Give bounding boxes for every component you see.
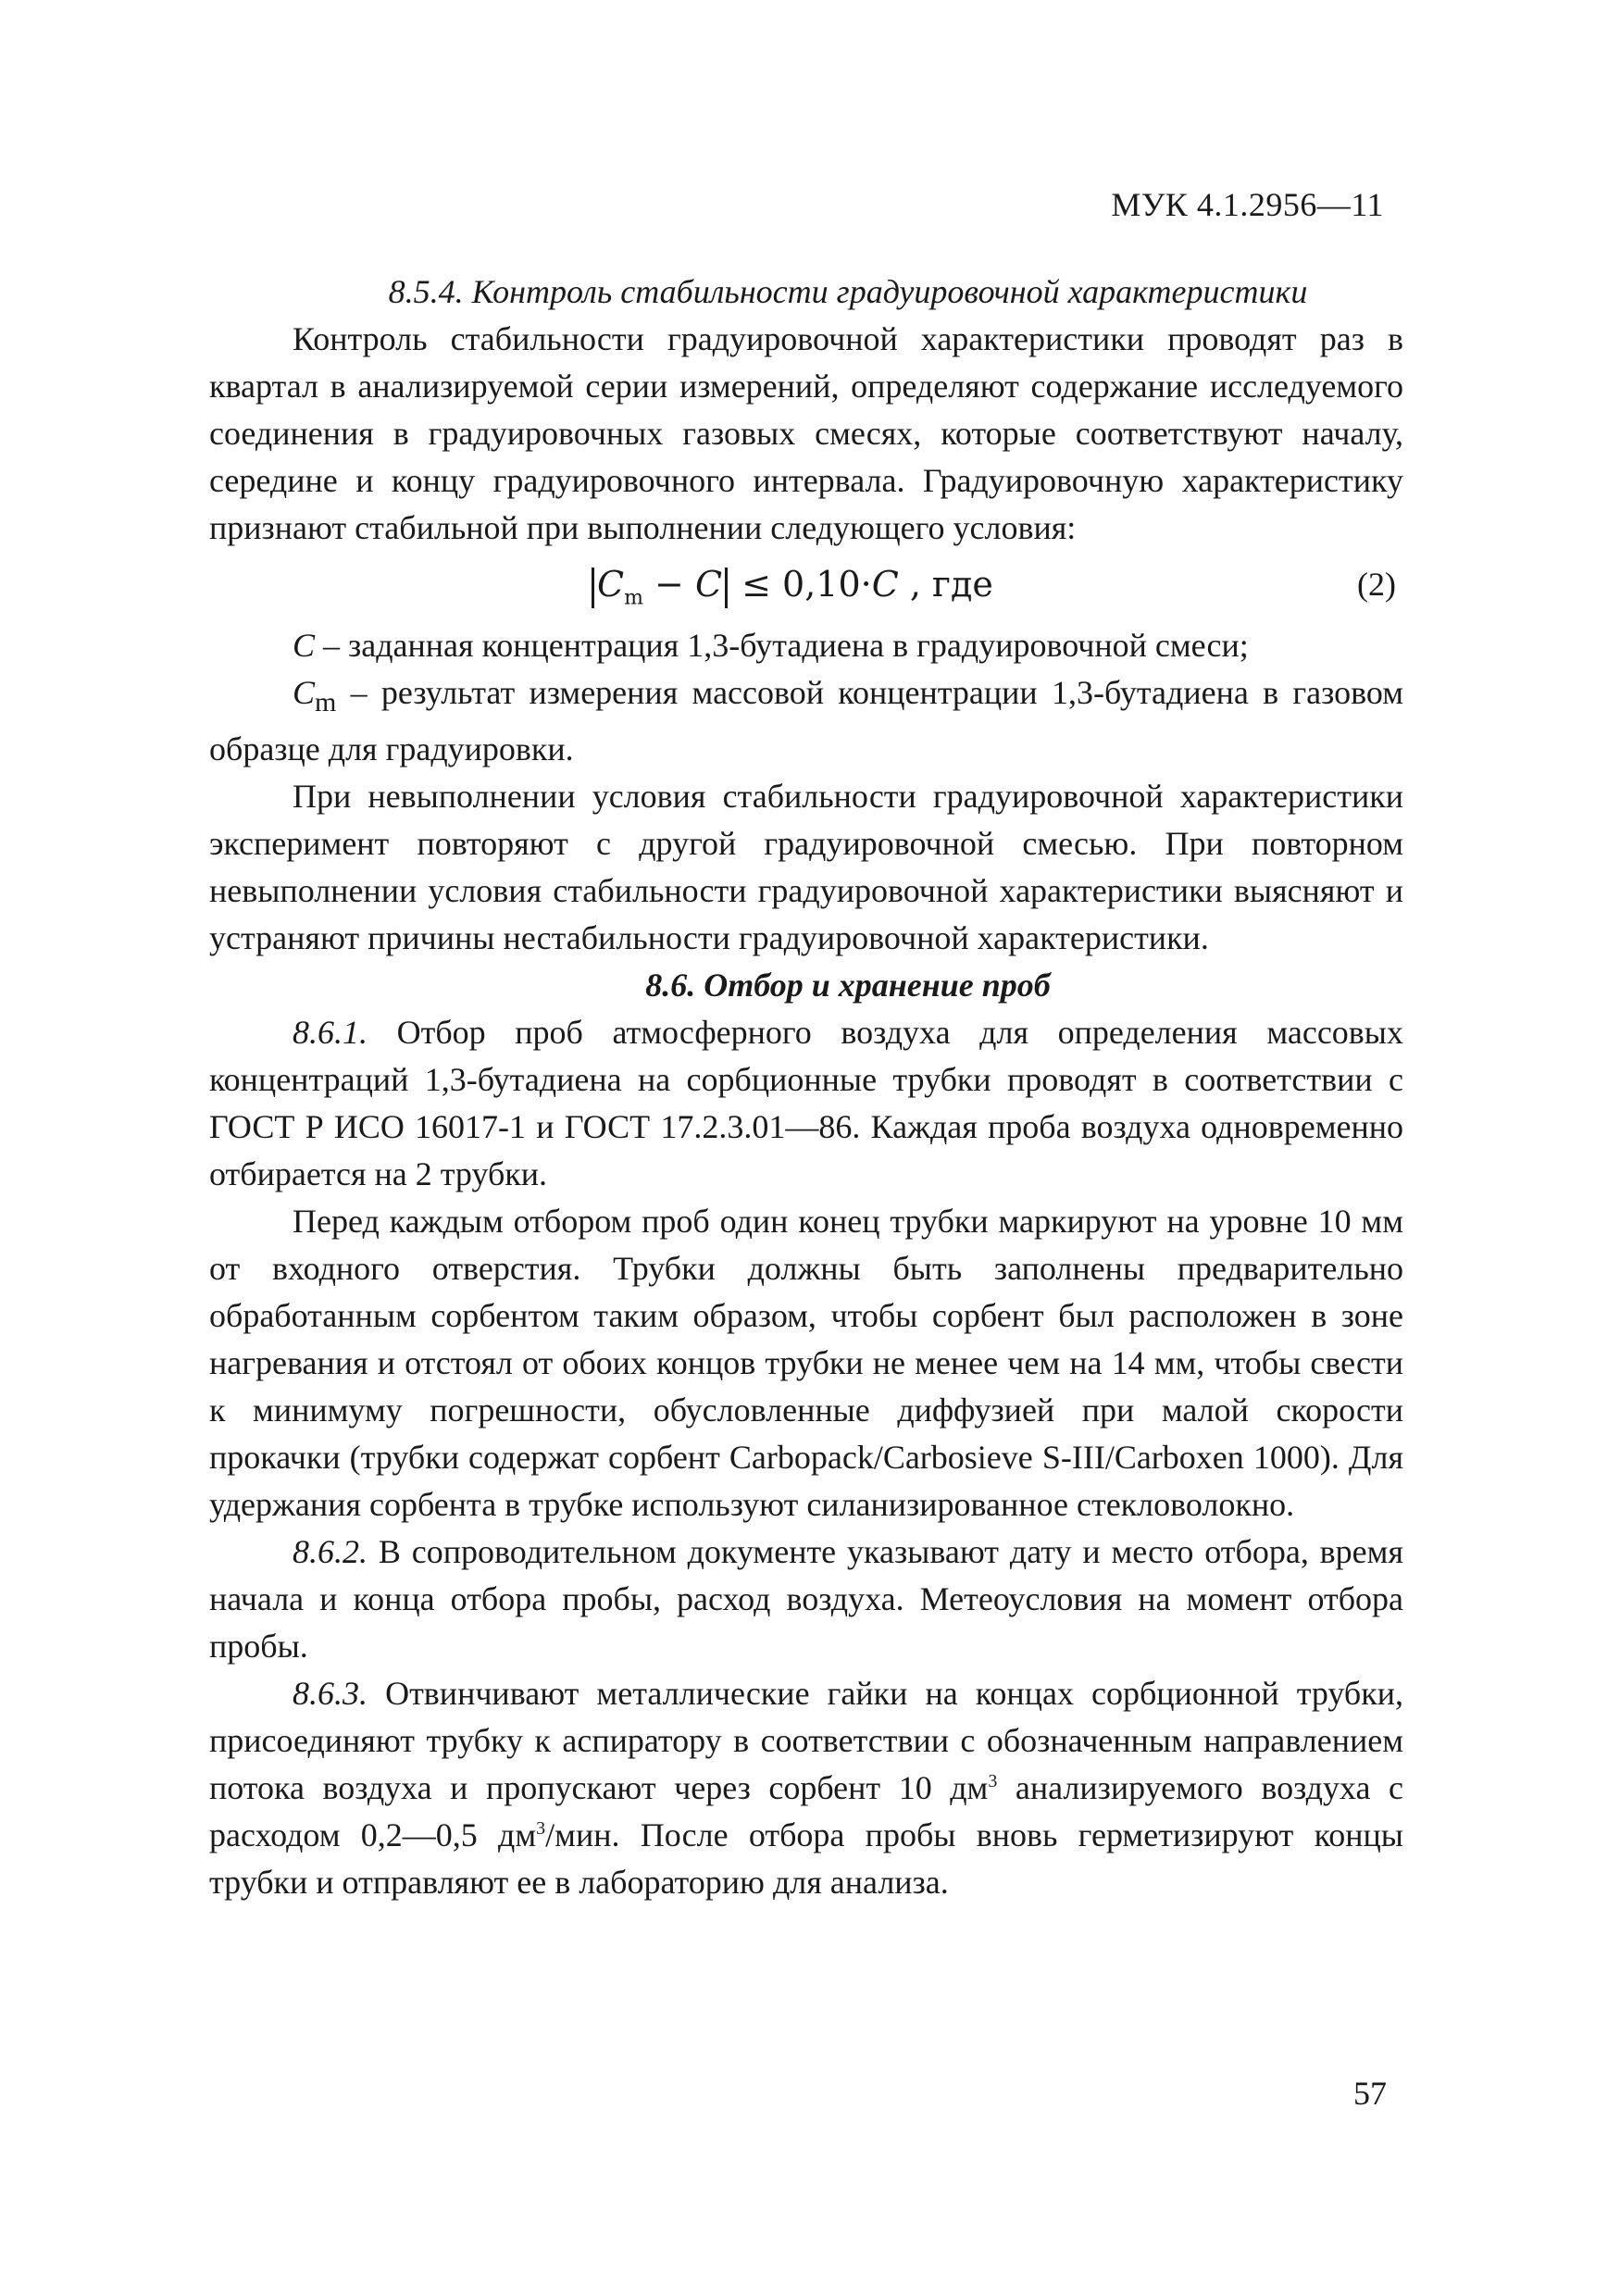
superscript-3-b: 3: [536, 1818, 546, 1840]
definition-c-text: – заданная концентрация 1,3-бутадиена в градуировочной смеси;: [315, 627, 1249, 664]
paragraph-stability-control: Контроль стабильности градуировочной характеристики проводят раз в квартал в анализируемой серии измерений, определяют содержание исследуемого соединения в градуировочных газовых смесях, которые соответствуют началу, середине и концу градуировочного интервала. Градуировочную характеристику признают стабильной при выполнении следующего условия:: [209, 320, 1403, 546]
clause-number-8-6-3: 8.6.3.: [293, 1675, 368, 1713]
paragraph-8-6-2: [209, 1529, 1403, 1670]
definition-cm-symbol: С: [293, 674, 316, 711]
clause-number-8-6-1: 8.6.1.: [293, 1014, 368, 1052]
definition-cm-text: – результат измерения массовой концентрации 1,3-бутадиена в газовом образце для градуировки.: [209, 674, 1403, 768]
abs-bar-right: [725, 568, 728, 608]
definition-cm: [209, 669, 1403, 773]
subsection-title-8-5-4: 8.5.4. Контроль стабильности градуировочной характеристики: [388, 273, 1308, 310]
formula-number: (2): [1357, 566, 1396, 603]
formula-rhs: ≤ 0,10·: [730, 564, 872, 605]
clause-text-8-6-3-c: /мин. После отбора пробы вновь герметизируют концы трубки и отправляют ее в лабораторию для анализа.: [209, 1816, 1403, 1902]
formula-cm-subscript: m: [624, 586, 643, 610]
section-title-8-6: 8.6. Отбор и хранение проб: [645, 967, 1051, 1004]
formula-2: [209, 555, 1403, 617]
formula-minus: −: [642, 564, 695, 605]
clause-number-8-6-2: 8.6.2.: [293, 1533, 368, 1571]
clause-text-8-6-3-b: анализируемого воздуха с расходом 0,2—0,5 дм: [209, 1769, 1403, 1854]
definition-cm-subscript: m: [315, 687, 337, 718]
abs-bar-left: [592, 568, 594, 608]
document-id-header: МУК 4.1.2956—11: [1111, 186, 1384, 223]
paragraph-8-6-1: [209, 1009, 1403, 1198]
clause-text-8-6-3-a: Отвинчивают металлические гайки на концах сорбционной трубки, присоединяют трубку к аспиратору в соответствии с обозначенным направлением потока воздуха и пропускают через сорбент 10 дм: [209, 1675, 1403, 1807]
formula-cm-symbol: C: [597, 564, 625, 605]
page-content: [209, 268, 1403, 1906]
definition-c-symbol: С: [293, 627, 316, 664]
clause-text-8-6-1: Отбор проб атмосферного воздуха для определения массовых концентраций 1,3-бутадиена на сорбционные трубки проводят в соответствии с ГОСТ Р ИСО 16017-1 и ГОСТ 17.2.3.01—86. Каждая проба воздуха одновременно отбирается на 2 трубки.: [209, 1014, 1403, 1193]
definition-c: [209, 622, 1403, 669]
paragraph-8-6-3: [209, 1670, 1403, 1906]
paragraph-tube-marking: Перед каждым отбором проб один конец трубки маркируют на уровне 10 мм от входного отверстия. Трубки должны быть заполнены предварительно обработанным сорбентом таким образом, чтобы сорбент был расположен в зоне нагревания и отстоял от обоих концов трубки не менее чем на 14 мм, чтобы свести к минимуму погрешности, обусловленные диффузией при малой скорости прокачки (трубки содержат сорбент Carbopack/Carbosieve S-III/Carboxen 1000). Для удержания сорбента в трубке используют силанизированное стекловолокно.: [209, 1203, 1403, 1524]
page-number: 57: [1353, 2075, 1387, 2112]
superscript-3-a: 3: [988, 1771, 998, 1792]
formula-c-symbol: C: [694, 564, 723, 605]
formula-c2-symbol: C: [871, 564, 899, 605]
clause-text-8-6-2: В сопроводительном документе указывают дату и место отбора, время начала и конца отбора пробы, расход воздуха. Метеоусловия на момент отбора пробы.: [209, 1533, 1403, 1666]
paragraph-repeat-experiment: При невыполнении условия стабильности градуировочной характеристики эксперимент повторяют с другой градуировочной смесью. При повторном невыполнении условия стабильности градуировочной характеристики выясняют и устраняют причины нестабильности градуировочной характеристики.: [209, 778, 1403, 957]
formula-tail: , где: [898, 564, 993, 605]
formula-expression: [589, 561, 993, 622]
